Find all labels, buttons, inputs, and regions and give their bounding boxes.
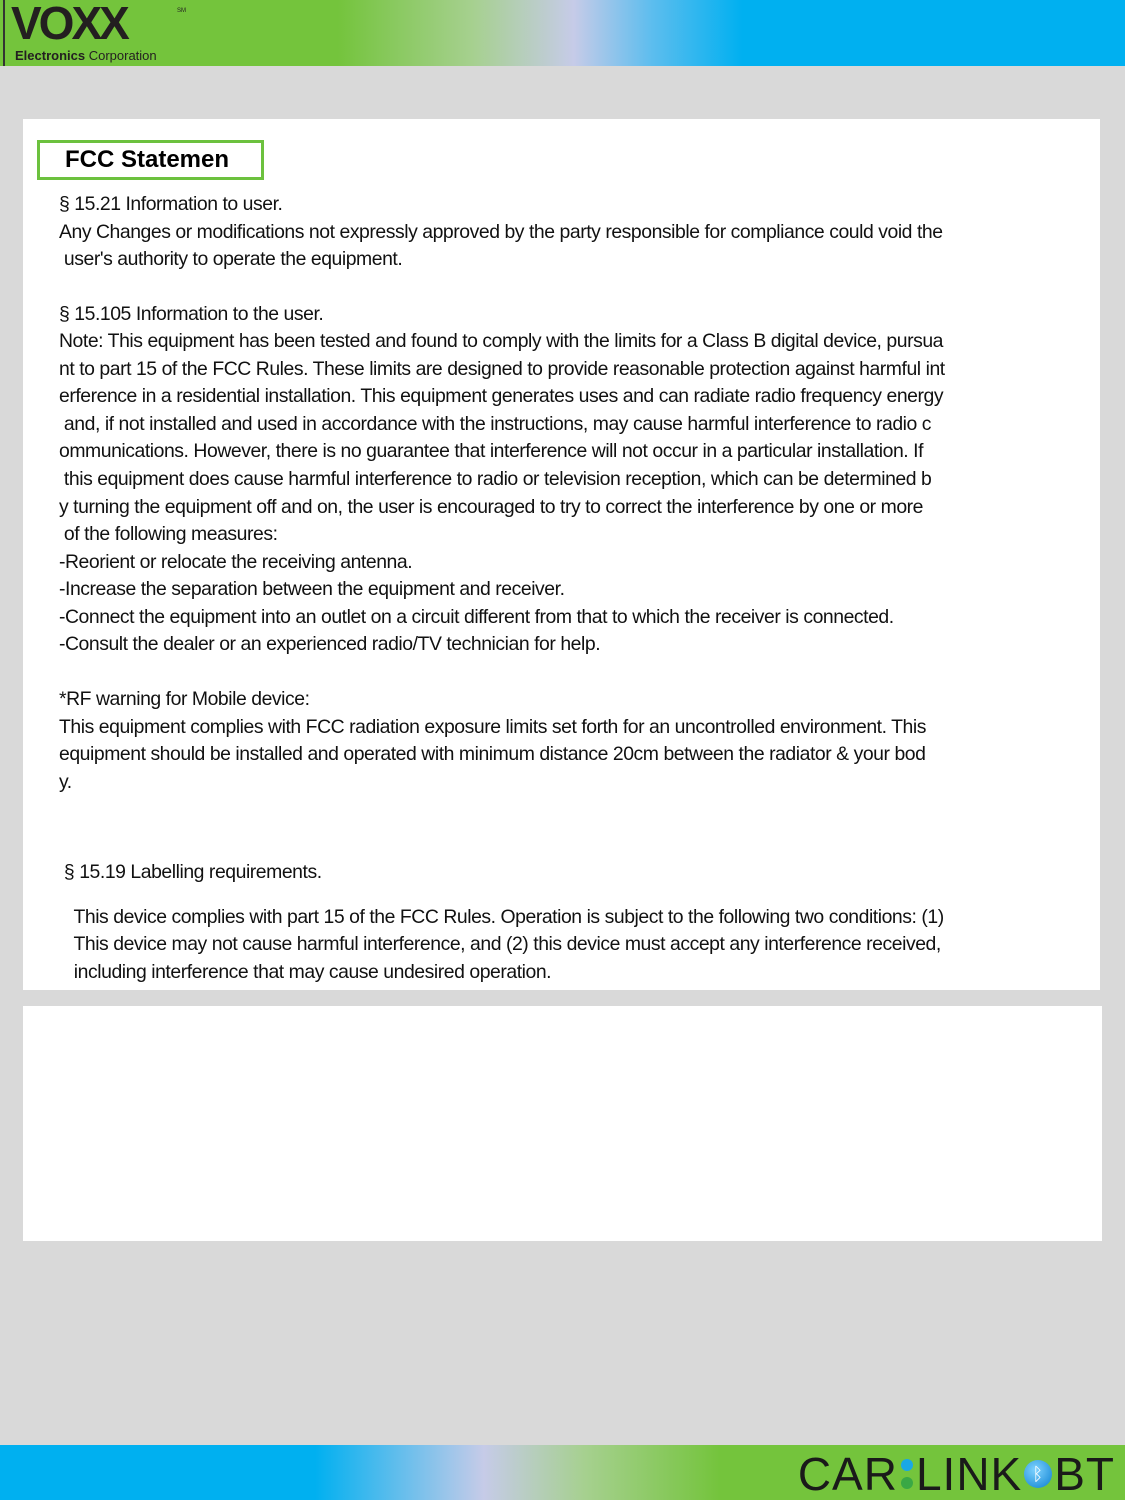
logo-sub: Electronics Corporation: [15, 48, 157, 63]
body-text-line: -Consult the dealer or an experienced radio/TV technician for help.: [59, 633, 601, 655]
body-text-line: erference in a residential installation. This equipment generates uses and can radiate radio frequency energy: [59, 385, 944, 407]
logo-car: CAR: [797, 1448, 898, 1500]
body-text-line: ommunications. However, there is no guarantee that interference will not occur in a particular installation. If: [59, 440, 924, 462]
page-title: FCC Statemen: [37, 140, 264, 180]
body-text-line: nt to part 15 of the FCC Rules. These limits are designed to provide reasonable protection against harmful int: [59, 358, 945, 380]
body-text-line: this equipment does cause harmful interference to radio or television reception, which can be determined b: [59, 468, 932, 490]
blank-panel: [23, 1006, 1102, 1241]
body-text-line: user's authority to operate the equipment.: [59, 248, 403, 270]
body-text-line: *RF warning for Mobile device:: [59, 688, 310, 710]
body-text-line: Note: This equipment has been tested and found to comply with the limits for a Class B digital device, pursua: [59, 330, 944, 352]
voxx-logo: [3, 0, 200, 66]
logo-bt: BT: [1054, 1448, 1115, 1500]
body-text-line: -Increase the separation between the equipment and receiver.: [59, 578, 565, 600]
body-text-line: This equipment complies with FCC radiation exposure limits set forth for an uncontrolled environment. This: [59, 716, 926, 738]
body-text-line: Any Changes or modifications not expressly approved by the party responsible for compliance could void the: [59, 221, 943, 243]
logo-link: LINK: [915, 1448, 1023, 1500]
body-text-line: including interference that may cause undesired operation.: [59, 961, 552, 983]
body-text-line: § 15.21 Information to user.: [59, 193, 283, 215]
body-text-line: -Reorient or relocate the receiving antenna.: [59, 551, 413, 573]
logo-main: VOXX: [11, 0, 127, 49]
body-text-line: y.: [59, 771, 72, 793]
body-text-line: This device complies with part 15 of the FCC Rules. Operation is subject to the following two conditions: (1): [59, 906, 944, 928]
body-text-line: § 15.19 Labelling requirements.: [59, 861, 322, 883]
header-banner: [0, 0, 1125, 66]
colon-dots-icon: [901, 1459, 913, 1489]
body-text-line: and, if not installed and used in accordance with the instructions, may cause harmful interference to radio c: [59, 413, 932, 435]
body-text-line: § 15.105 Information to the user.: [59, 303, 324, 325]
body-text-line: equipment should be installed and operated with minimum distance 20cm between the radiator & your bod: [59, 743, 926, 765]
body-text-line: This device may not cause harmful interference, and (2) this device must accept any interference received,: [59, 933, 941, 955]
bluetooth-icon: ᛒ: [1024, 1460, 1052, 1488]
footer-banner: [0, 1445, 1125, 1500]
carlink-bt-logo: [798, 1449, 1115, 1499]
body-text-line: y turning the equipment off and on, the user is encouraged to try to correct the interference by one or more: [59, 496, 924, 518]
body-text-line: of the following measures:: [59, 523, 278, 545]
logo-sm: SM: [177, 8, 186, 14]
body-text-line: -Connect the equipment into an outlet on a circuit different from that to which the receiver is connected.: [59, 606, 894, 628]
